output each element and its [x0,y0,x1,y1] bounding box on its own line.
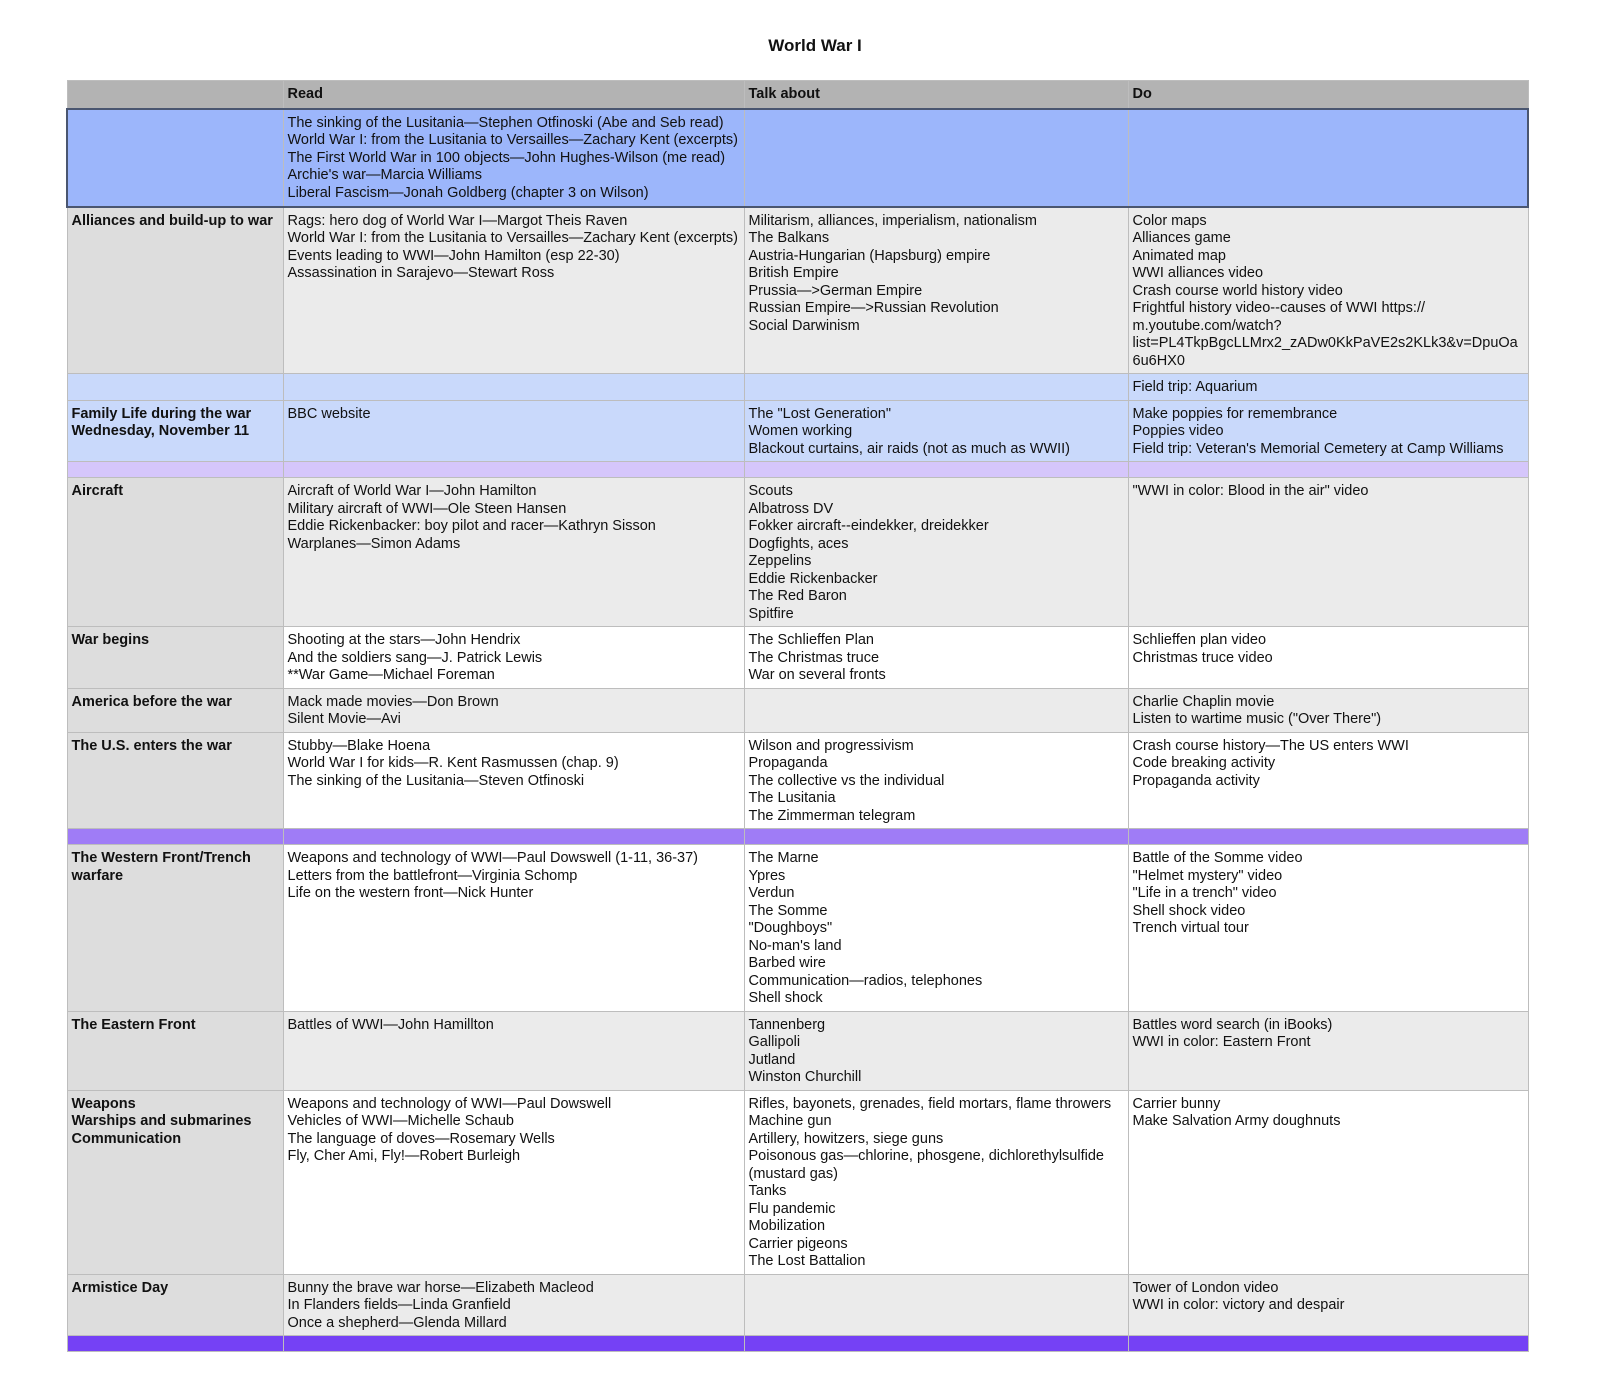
do-cell [1128,462,1528,478]
cell-line: warfare [71,867,124,884]
cell-line: War begins [71,632,150,648]
cell-line: Rifles, bayonets, grenades, field mortars, flame throwers [748,1095,1112,1112]
cell-line: Battles of WWI—John Hamillton [287,1016,494,1033]
cell-line: The Red Baron [748,588,847,604]
cell-line: World War I for kids—R. Kent Rasmussen (chap. 9) [287,755,619,771]
cell-line: Life on the western front—Nick Hunter [287,885,534,901]
topic-cell [67,400,283,462]
cell-line: Liberal Fascism—Jonah Goldberg (chapter 3 on Wilson) [287,184,649,201]
topic-cell [67,627,283,689]
topic-cell [67,845,283,1012]
do-cell [1128,1274,1528,1336]
do-cell [1128,1336,1528,1352]
cell-line: Military aircraft of WWI—Ole Steen Hansen [287,500,567,517]
cell-line: Silent Movie—Avi [287,711,401,727]
cell-line: America before the war [71,693,232,710]
cell-line: The "Lost Generation" [748,405,891,422]
cell-line: Wilson and progressivism [748,737,914,754]
talk-about-cell [744,478,1128,627]
table-row [67,109,1528,207]
section-divider-row [67,1336,1528,1352]
table-row [67,478,1528,627]
cell-line: Carrier pigeons [748,1235,848,1252]
do-cell [1128,845,1528,1012]
cell-line: Animated map [1132,247,1226,264]
cell-line: The language of doves—Rosemary Wells [287,1130,555,1147]
topic-cell [67,1011,283,1090]
table-row [67,688,1528,732]
cell-line: British Empire [748,265,839,281]
cell-line: Trench virtual tour [1132,920,1249,936]
cell-line: Field trip: Veteran's Memorial Cemetery at Camp Williams [1132,440,1504,457]
cell-line: "Helmet mystery" video [1132,867,1283,884]
cell-line: Communication—radios, telephones [748,972,983,989]
cell-line: The First World War in 100 objects—John Hughes-Wilson (me read) [287,149,726,166]
cell-line: BBC website [287,405,371,422]
cell-line: **War Game—Michael Foreman [287,667,495,683]
read-cell [283,1274,744,1336]
cell-line: The sinking of the Lusitania—Steven Otfinoski [287,772,585,789]
read-cell [283,462,744,478]
cell-line: The U.S. enters the war [71,737,232,754]
cell-line: (mustard gas) [748,1165,838,1182]
cell-line: Fokker aircraft--eindekker, dreidekker [748,518,989,534]
cell-line: And the soldiers sang—J. Patrick Lewis [287,649,543,666]
cell-line: Barbed wire [748,955,826,971]
do-cell [1128,400,1528,462]
talk-about-cell [744,845,1128,1012]
cell-line: World War I: from the Lusitania to Versailles—Zachary Kent (excerpts) [287,132,738,148]
cell-line: Gallipoli [748,1034,801,1050]
cell-line: Poisonous gas—chlorine, phosgene, dichlorethylsulfide [748,1148,1104,1164]
cell-line: The Somme [748,902,828,919]
cell-line: Shell shock video [1132,902,1246,919]
do-cell [1128,1090,1528,1274]
cell-line: Albatross DV [748,500,834,517]
cell-line: Family Life during the war [71,405,252,422]
cell-line: "WWI in color: Blood in the air" video [1132,483,1369,499]
table-row [67,207,1528,374]
cell-line: Shooting at the stars—John Hendrix [287,632,521,648]
topic-cell [67,1336,283,1352]
cell-line: Communication [71,1130,182,1147]
cell-line: Weapons [71,1095,136,1112]
cell-line: Mobilization [748,1218,826,1234]
talk-about-cell [744,462,1128,478]
cell-line: Spitfire [748,605,794,622]
cell-line: Zeppelins [748,553,812,569]
cell-line: Make Salvation Army doughnuts [1132,1113,1341,1129]
do-cell [1128,688,1528,732]
cell-line: Jutland [748,1051,796,1068]
cell-line: Poppies video [1132,423,1224,439]
cell-line: Ypres [748,867,786,884]
cell-line: Christmas truce video [1132,649,1273,666]
topic-cell [67,478,283,627]
cell-line: Crash course world history video [1132,282,1343,299]
read-cell [283,400,744,462]
table-row [67,732,1528,829]
cell-line: Aircraft [71,483,124,499]
read-cell [283,1011,744,1090]
read-cell [283,627,744,689]
table-row [67,627,1528,689]
table-row [67,1011,1528,1090]
topic-cell [67,374,283,401]
cell-line: Mack made movies—Don Brown [287,693,499,710]
cell-line: The Eastern Front [71,1016,196,1033]
read-cell [283,732,744,829]
cell-line: Shell shock [748,990,823,1006]
talk-about-cell [744,1274,1128,1336]
cell-line: Scouts [748,483,793,499]
cell-line: Tanks [748,1183,787,1199]
topic-cell [67,207,283,374]
read-cell [283,1090,744,1274]
cell-line: "Life in a trench" video [1132,885,1277,901]
topic-cell [67,1090,283,1274]
cell-line: The Balkans [748,230,830,246]
cell-line: Events leading to WWI—John Hamilton (esp 22-30) [287,247,620,264]
cell-line: Alliances game [1132,230,1231,246]
do-cell [1128,627,1528,689]
cell-line: Archie's war—Marcia Williams [287,167,483,183]
topic-cell [67,688,283,732]
cell-line: list=PL4TkpBgcLLMrx2_zADw0KkPaVE2s2KLk3&v=DpuOa [1132,335,1518,351]
cell-line: Code breaking activity [1132,755,1276,771]
cell-line: Battles word search (in iBooks) [1132,1016,1333,1033]
cell-line: Crash course history—The US enters WWI [1132,737,1409,754]
table-row [67,400,1528,462]
do-cell [1128,829,1528,845]
cell-line: Weapons and technology of WWI—Paul Dowswell (1-11, 36-37) [287,850,698,866]
cell-line: 6u6HX0 [1132,352,1185,369]
cell-line: The Zimmerman telegram [748,807,916,824]
cell-line: The Lusitania [748,790,836,806]
cell-line: Charlie Chaplin movie [1132,693,1275,710]
cell-line: Once a shepherd—Glenda Millard [287,1314,507,1331]
cell-line: Militarism, alliances, imperialism, nationalism [748,212,1037,229]
cell-line: Verdun [748,885,795,901]
talk-about-cell [744,627,1128,689]
talk-about-cell [744,1336,1128,1352]
read-cell [283,829,744,845]
cell-line: Rags: hero dog of World War I—Margot Theis Raven [287,212,628,229]
cell-line: WWI in color: Eastern Front [1132,1034,1311,1050]
read-cell [283,207,744,374]
topic-cell [67,109,283,207]
cell-line: Austria-Hungarian (Hapsburg) empire [748,247,991,264]
cell-line: Fly, Cher Ami, Fly!—Robert Burleigh [287,1148,521,1164]
topic-cell [67,829,283,845]
cell-line: Bunny the brave war horse—Elizabeth Macleod [287,1279,594,1296]
cell-line: Winston Churchill [748,1069,862,1085]
cell-line: Eddie Rickenbacker [748,570,878,587]
cell-line: Vehicles of WWI—Michelle Schaub [287,1113,514,1129]
header-talk-about: Talk about [744,81,1128,109]
header-read: Read [283,81,744,109]
talk-about-cell [744,732,1128,829]
cell-line: Letters from the battlefront—Virginia Schomp [287,867,578,884]
do-cell [1128,1011,1528,1090]
cell-line: The Lost Battalion [748,1253,866,1269]
cell-line: Listen to wartime music ("Over There") [1132,711,1382,727]
cell-line: The Schlieffen Plan [748,632,874,648]
cell-line: Social Darwinism [748,317,860,334]
read-cell [283,478,744,627]
read-cell [283,374,744,401]
topic-cell [67,1274,283,1336]
cell-line: Wednesday, November 11 [71,423,250,439]
cell-line: Assassination in Sarajevo—Stewart Ross [287,265,555,281]
cell-line: Carrier bunny [1132,1095,1221,1112]
cell-line: No-man's land [748,937,842,954]
topic-cell [67,462,283,478]
cell-line: The Western Front/Trench [71,850,251,866]
cell-line: Warplanes—Simon Adams [287,535,461,552]
cell-line: The Marne [748,850,819,866]
cell-line: Armistice Day [71,1279,169,1296]
read-cell [283,1336,744,1352]
talk-about-cell [744,688,1128,732]
cell-line: Color maps [1132,212,1207,229]
cell-line: Aircraft of World War I—John Hamilton [287,483,537,499]
talk-about-cell [744,207,1128,374]
section-divider-row [67,462,1528,478]
read-cell [283,109,744,207]
header-do: Do [1128,81,1528,109]
talk-about-cell [744,109,1128,207]
lesson-plan-table [66,80,1529,1352]
cell-line: WWI alliances video [1132,265,1264,281]
talk-about-cell [744,1090,1128,1274]
header-row [67,81,1528,109]
cell-line: Stubby—Blake Hoena [287,737,431,754]
cell-line: The Christmas truce [748,649,880,666]
cell-line: Dogfights, aces [748,535,849,552]
read-cell [283,688,744,732]
cell-line: Weapons and technology of WWI—Paul Dowswell [287,1095,612,1112]
cell-line: m.youtube.com/watch? [1132,317,1282,334]
cell-line: Battle of the Somme video [1132,850,1303,866]
cell-line: Propaganda activity [1132,772,1260,789]
cell-line: World War I: from the Lusitania to Versailles—Zachary Kent (excerpts) [287,230,738,246]
talk-about-cell [744,400,1128,462]
do-cell [1128,732,1528,829]
cell-line: Tannenberg [748,1016,826,1033]
cell-line: Eddie Rickenbacker: boy pilot and racer—Kathryn Sisson [287,518,656,534]
cell-line: WWI in color: victory and despair [1132,1297,1345,1313]
header-topic [67,81,283,109]
talk-about-cell [744,1011,1128,1090]
do-cell [1128,374,1528,401]
page-title: World War I [768,36,862,55]
table-row [67,1090,1528,1274]
cell-line: Field trip: Aquarium [1132,379,1258,395]
cell-line: Schlieffen plan video [1132,632,1267,648]
talk-about-cell [744,374,1128,401]
section-divider-row [67,829,1528,845]
cell-line: The sinking of the Lusitania—Stephen Otfinoski (Abe and Seb read) [287,114,724,131]
cell-line: Machine gun [748,1113,832,1129]
table-row [67,374,1528,401]
cell-line: Tower of London video [1132,1279,1279,1296]
table-row [67,845,1528,1012]
cell-line: "Doughboys" [748,920,833,936]
read-cell [283,845,744,1012]
cell-line: Warships and submarines [71,1113,252,1129]
cell-line: Blackout curtains, air raids (not as much as WWII) [748,440,1071,457]
do-cell [1128,109,1528,207]
do-cell [1128,478,1528,627]
cell-line: War on several fronts [748,667,886,683]
talk-about-cell [744,829,1128,845]
cell-line: Russian Empire—>Russian Revolution [748,300,999,316]
cell-line: Propaganda [748,755,828,771]
cell-line: Artillery, howitzers, siege guns [748,1130,944,1147]
cell-line: The collective vs the individual [748,772,945,789]
cell-line: Alliances and build-up to war [71,212,273,229]
do-cell [1128,207,1528,374]
cell-line: In Flanders fields—Linda Granfield [287,1297,511,1313]
table-row [67,1274,1528,1336]
cell-line: Make poppies for remembrance [1132,405,1338,422]
cell-line: Prussia—>German Empire [748,282,923,299]
cell-line: Frightful history video--causes of WWI https:// [1132,300,1426,316]
topic-cell [67,732,283,829]
cell-line: Flu pandemic [748,1200,836,1217]
cell-line: Women working [748,423,853,439]
